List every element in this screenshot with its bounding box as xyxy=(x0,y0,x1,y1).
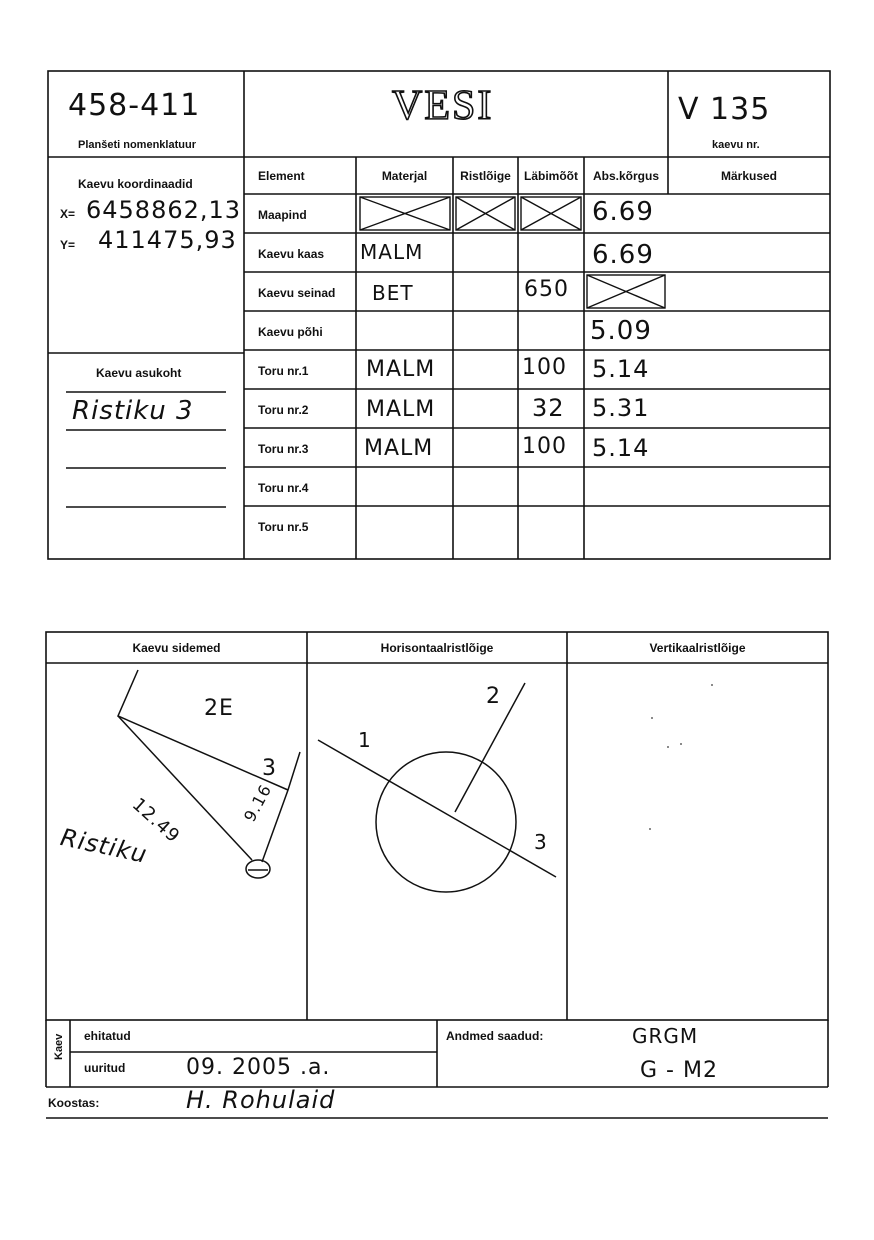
horizontal-section-sketch xyxy=(318,683,556,892)
page-title: VESI xyxy=(392,83,494,129)
compiled-by-value: H. Rohulaid xyxy=(186,1086,336,1114)
pipe-label-2: 2 xyxy=(486,684,501,709)
row-diameter: 100 xyxy=(522,434,567,459)
row-element: Toru nr.1 xyxy=(258,364,309,378)
row-abs-height: 5.14 xyxy=(592,355,650,383)
surveyed-label: uuritud xyxy=(84,1061,126,1075)
row-element: Toru nr.3 xyxy=(258,442,309,456)
footer-side-label: Kaev xyxy=(53,1033,65,1060)
row-element: Toru nr.2 xyxy=(258,403,309,417)
ties-place-name: Ristiku xyxy=(58,823,150,869)
row-material: MALM xyxy=(360,240,424,264)
sketch-header-vertical: Vertikaalristlõige xyxy=(649,641,746,655)
col-header-material: Materjal xyxy=(381,169,428,183)
row-abs-height: 5.31 xyxy=(592,394,650,422)
coord-y-value: 411475,93 xyxy=(98,226,237,254)
row-element: Toru nr.5 xyxy=(258,520,309,534)
row-abs-height: 6.69 xyxy=(592,197,654,227)
well-number-value: V 135 xyxy=(678,92,771,127)
built-label: ehitatud xyxy=(84,1029,131,1043)
location-value: Ristiku 3 xyxy=(72,396,194,426)
row-element: Toru nr.4 xyxy=(258,481,309,495)
data-source-label: Andmed saadud: xyxy=(446,1029,544,1043)
row-material: MALM xyxy=(366,397,436,422)
row-diameter: 100 xyxy=(522,355,567,380)
col-header-abs-height: Abs.kõrgus xyxy=(592,169,659,183)
coords-label: Kaevu koordinaadid xyxy=(78,177,193,191)
data-source-value-2: G - M2 xyxy=(640,1058,718,1083)
col-header-cross-section: Ristlõige xyxy=(460,169,511,183)
row-material: MALM xyxy=(366,357,436,382)
coord-x-label: X= xyxy=(60,207,76,221)
ties-distance-2: 9.16 xyxy=(240,781,276,825)
row-element: Kaevu kaas xyxy=(258,247,325,261)
row-abs-height: 5.14 xyxy=(592,434,650,462)
surveyed-value: 09. 2005 .a. xyxy=(186,1055,331,1080)
col-header-remarks: Märkused xyxy=(720,169,778,183)
row-abs-height: 5.09 xyxy=(590,316,652,346)
row-material: BET xyxy=(372,281,414,305)
row-diameter: 32 xyxy=(532,394,565,422)
well-number-label: kaevu nr. xyxy=(712,139,760,151)
coord-x-value: 6458862,13 xyxy=(86,196,242,224)
row-abs-height: 6.69 xyxy=(592,240,654,270)
location-label: Kaevu asukoht xyxy=(96,366,182,380)
compiled-by-label: Koostas: xyxy=(48,1096,100,1110)
row-element: Maapind xyxy=(258,208,307,222)
ties-label-3: 3 xyxy=(262,756,277,781)
row-material: MALM xyxy=(364,436,434,461)
ties-label-2e: 2E xyxy=(204,696,234,721)
nomenclature-label: Planšeti nomenklatuur xyxy=(78,139,196,151)
sketch-header-horizontal: Horisontaalristlõige xyxy=(380,641,494,655)
ties-distance-1: 12.49 xyxy=(127,794,185,848)
nomenclature-value: 458-411 xyxy=(68,88,201,123)
coord-y-label: Y= xyxy=(60,238,76,252)
pipe-label-3: 3 xyxy=(534,830,548,854)
data-source-value-1: GRGM xyxy=(632,1024,699,1048)
pipe-label-1: 1 xyxy=(358,728,372,752)
row-element: Kaevu seinad xyxy=(258,286,336,300)
col-header-diameter: Läbimõõt xyxy=(524,169,578,183)
row-diameter: 650 xyxy=(524,277,569,302)
row-element: Kaevu põhi xyxy=(258,325,323,339)
col-header-element: Element xyxy=(258,169,305,183)
sketch-header-ties: Kaevu sidemed xyxy=(132,641,221,655)
